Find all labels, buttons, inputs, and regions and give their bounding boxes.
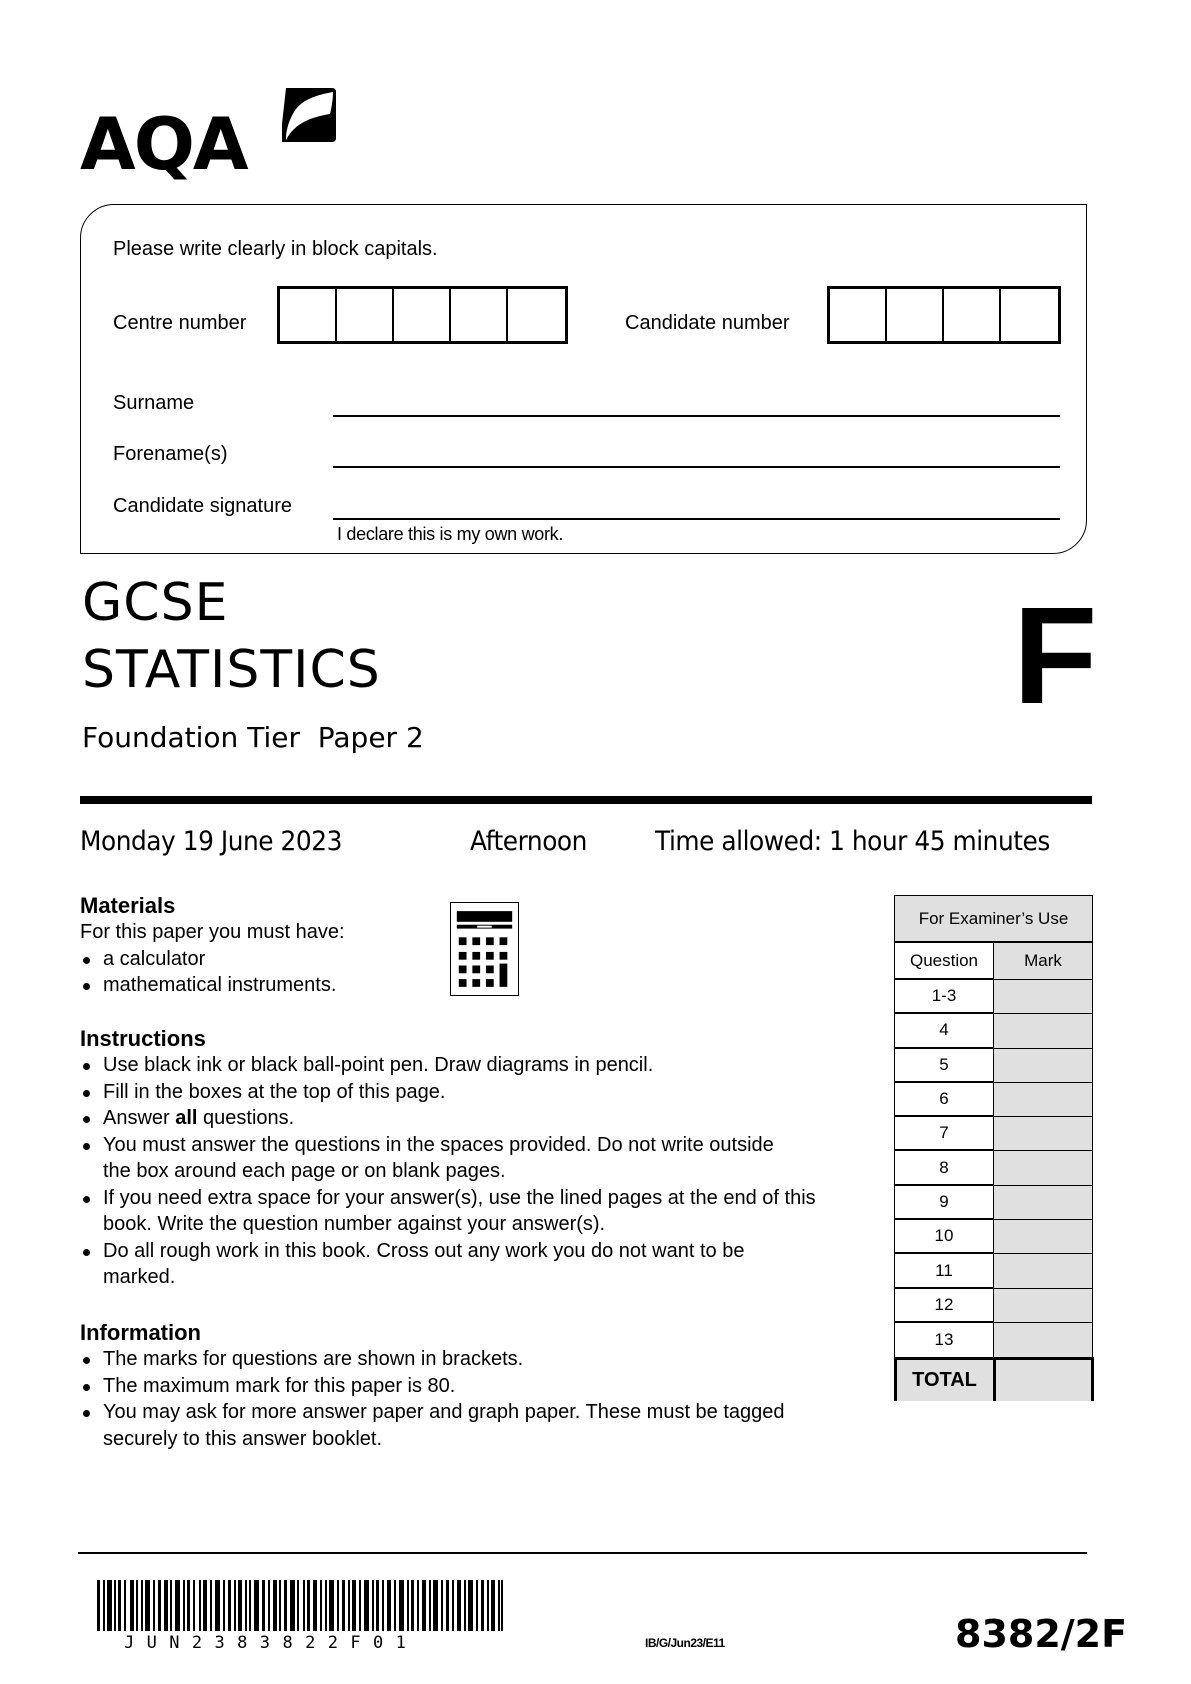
instruction-emphasis: all (175, 1107, 198, 1129)
tier-letter: F (1013, 579, 1098, 733)
forename-field[interactable] (333, 466, 1060, 468)
instruction-text: Answer (103, 1107, 176, 1129)
mark-cell[interactable] (994, 1220, 1092, 1253)
instruction-item: Fill in the boxes at the top of this page. (80, 1079, 870, 1106)
instruction-item: If you need extra space for your answer(s), use the lined pages at the end of this book. Write the question number against your answer(s). (80, 1185, 870, 1238)
centre-number-label: Centre number (113, 312, 247, 334)
table-row (895, 1151, 1092, 1185)
paper-code: 8382/2F (955, 1612, 1128, 1656)
mark-cell[interactable] (994, 1014, 1092, 1047)
surname-field[interactable] (333, 415, 1060, 417)
materials-item: a calculator (80, 946, 440, 973)
candidate-number-input[interactable] (827, 286, 1061, 344)
instruction-text: questions. (197, 1107, 295, 1129)
centre-number-digit-1[interactable] (280, 289, 337, 341)
reference-code: IB/G/Jun23/E11 (645, 1636, 725, 1650)
question-number: 9 (895, 1186, 994, 1219)
materials-section (80, 893, 440, 999)
question-column-header: Question (895, 943, 994, 979)
candidate-number-digit-1[interactable] (830, 289, 887, 341)
mark-cell[interactable] (994, 1289, 1092, 1322)
mark-column-header: Mark (994, 943, 1092, 979)
question-number: 5 (895, 1049, 994, 1082)
time-allowed: Time allowed: 1 hour 45 minutes (655, 826, 1050, 857)
table-row (895, 1289, 1092, 1323)
candidate-number-label: Candidate number (625, 312, 790, 334)
calculator-icon (450, 902, 519, 996)
information-heading: Information (80, 1320, 201, 1345)
question-number: 11 (895, 1254, 994, 1287)
table-row (895, 1323, 1092, 1357)
mark-cell[interactable] (994, 980, 1092, 1013)
exam-date: Monday 19 June 2023 (80, 826, 342, 857)
instructions-list (80, 1052, 870, 1291)
table-row (895, 1254, 1092, 1288)
information-item: You may ask for more answer paper and graph paper. These must be tagged securely to this answer booklet. (80, 1399, 820, 1452)
centre-number-digit-4[interactable] (451, 289, 508, 341)
table-row (895, 1117, 1092, 1151)
materials-intro: For this paper you must have: (80, 921, 345, 943)
aqa-logo (80, 88, 340, 186)
candidate-number-digit-3[interactable] (944, 289, 1001, 341)
table-row (895, 1220, 1092, 1254)
mark-cell[interactable] (994, 1117, 1092, 1150)
total-mark-cell[interactable] (996, 1360, 1091, 1401)
table-row (895, 1083, 1092, 1117)
question-number: 4 (895, 1014, 994, 1047)
logo-text: AQA (80, 102, 247, 186)
question-number: 7 (895, 1117, 994, 1150)
barcode-text: JUN2383822F01 (124, 1633, 419, 1653)
declaration-text: I declare this is my own work. (337, 524, 564, 544)
table-header-row (895, 943, 1092, 980)
question-number: 12 (895, 1289, 994, 1322)
forename-label: Forename(s) (113, 443, 228, 465)
signature-field[interactable] (333, 518, 1060, 520)
mark-cell[interactable] (994, 1186, 1092, 1219)
block-capitals-instruction: Please write clearly in block capitals. (113, 238, 438, 260)
mark-cell[interactable] (994, 1323, 1092, 1357)
total-row (894, 1357, 1094, 1401)
mark-cell[interactable] (994, 1049, 1092, 1082)
mark-cell[interactable] (994, 1254, 1092, 1287)
instruction-item: Use black ink or black ball-point pen. Draw diagrams in pencil. (80, 1052, 870, 1079)
leaf-icon (282, 88, 336, 142)
instruction-item: You must answer the questions in the spaces provided. Do not write outside the box around each page or on blank pages. (80, 1132, 800, 1185)
centre-number-digit-5[interactable] (508, 289, 565, 341)
mark-cell[interactable] (994, 1151, 1092, 1184)
tier-paper-label: Foundation Tier Paper 2 (82, 721, 424, 754)
title-divider (80, 796, 1092, 804)
total-label: TOTAL (897, 1360, 996, 1401)
materials-item: mathematical instruments. (80, 972, 440, 999)
instructions-section (80, 1026, 870, 1291)
information-item: The maximum mark for this paper is 80. (80, 1373, 850, 1400)
barcode-icon (97, 1580, 503, 1631)
instruction-item: Do all rough work in this book. Cross out any work you do not want to be marked. (80, 1238, 780, 1291)
table-row (895, 980, 1092, 1014)
centre-number-digit-2[interactable] (337, 289, 394, 341)
centre-number-digit-3[interactable] (394, 289, 451, 341)
materials-heading: Materials (80, 893, 176, 918)
question-number: 8 (895, 1151, 994, 1184)
information-item: The marks for questions are shown in brackets. (80, 1346, 850, 1373)
question-number: 10 (895, 1220, 994, 1253)
question-number: 6 (895, 1083, 994, 1116)
surname-label: Surname (113, 392, 195, 414)
qualification-title: GCSE (82, 573, 229, 633)
examiners-use-title: For Examiner’s Use (895, 896, 1092, 943)
instruction-item (80, 1105, 870, 1132)
exam-session: Afternoon (470, 826, 587, 857)
table-row (895, 1186, 1092, 1220)
candidate-number-digit-2[interactable] (887, 289, 944, 341)
subject-title: STATISTICS (82, 640, 381, 700)
examiners-use-table (894, 895, 1093, 1401)
information-list (80, 1346, 850, 1452)
question-number: 13 (895, 1323, 994, 1357)
information-section (80, 1320, 850, 1452)
centre-number-input[interactable] (277, 286, 568, 344)
materials-list (80, 946, 440, 999)
signature-label: Candidate signature (113, 495, 293, 517)
candidate-number-digit-4[interactable] (1001, 289, 1058, 341)
footer-divider (78, 1552, 1087, 1554)
question-number: 1-3 (895, 980, 994, 1013)
table-row (895, 1049, 1092, 1083)
instructions-heading: Instructions (80, 1026, 206, 1051)
mark-cell[interactable] (994, 1083, 1092, 1116)
table-row (895, 1014, 1092, 1048)
